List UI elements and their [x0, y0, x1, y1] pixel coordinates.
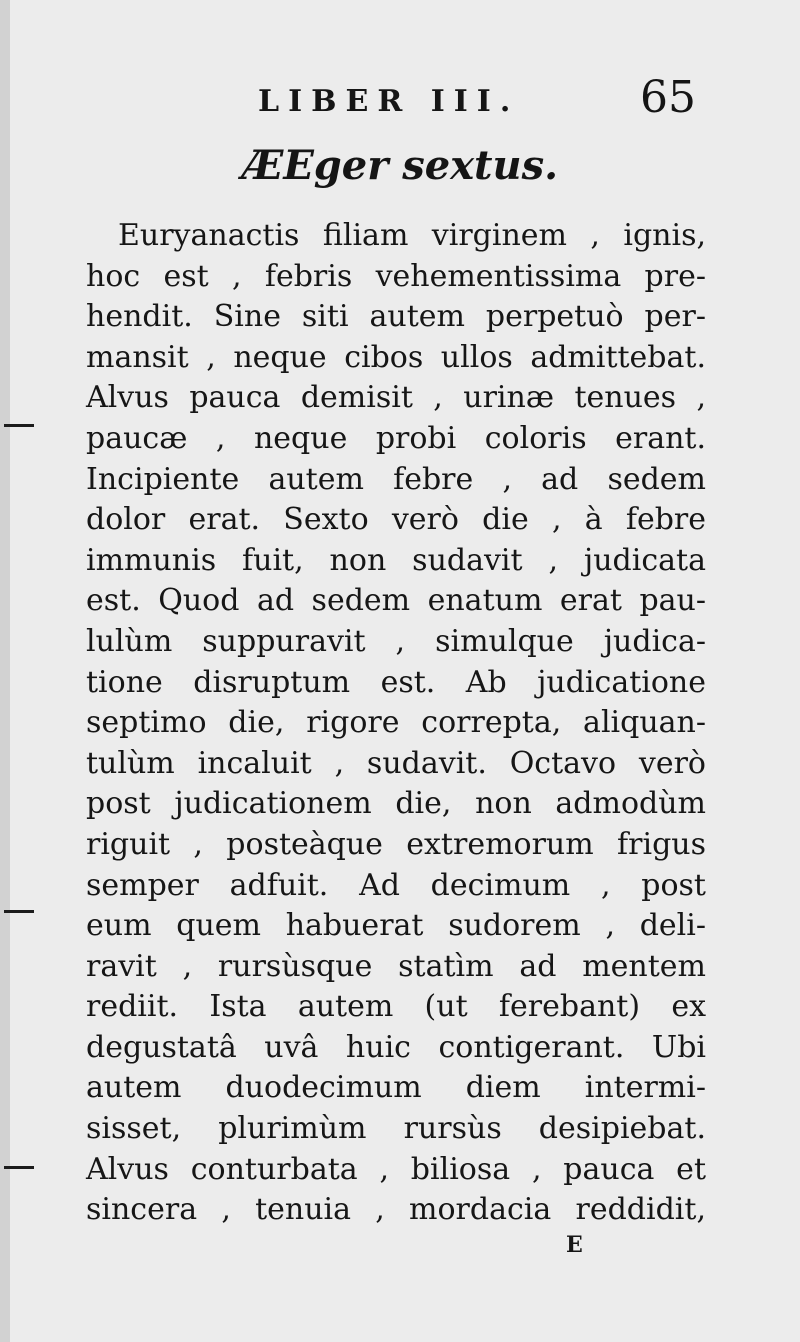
section-heading: ÆEger sextus. [241, 142, 559, 189]
text-line: Alvus conturbata , biliosa , pauca et [86, 1151, 706, 1187]
running-title: LIBER III. [258, 84, 520, 119]
text-line: eum quem habuerat sudorem , deli- [86, 908, 706, 944]
text-line: degustatâ uvâ huic contigerant. Ubi [86, 1029, 706, 1065]
text-line: dolor erat. Sexto verò die , à febre [86, 502, 706, 538]
text-line: septimo die, rigore correpta, aliquan- [86, 705, 706, 741]
text-line: mansit , neque cibos ullos admittebat. [86, 339, 706, 375]
text-line: sincera , tenuia , mordacia reddidit, [86, 1192, 706, 1228]
text-line: hoc est , febris vehementissima pre- [86, 258, 706, 294]
text-line: est. Quod ad sedem enatum erat pau- [86, 583, 706, 619]
margin-tick-mark [4, 424, 34, 427]
text-line: lulùm suppuravit , simulque judica- [86, 623, 706, 659]
text-line: riguit , posteàque extremorum frigus [86, 826, 706, 862]
text-line: ravit , rursùsque statìm ad mentem [86, 948, 706, 984]
text-line: immunis fuit, non sudavit , judicata [86, 542, 706, 578]
page-edge-shadow [0, 0, 10, 1342]
text-line: hendit. Sine siti autem perpetuò per- [86, 299, 706, 335]
text-line: sisset, plurimùm rursùs desipiebat. [86, 1111, 706, 1147]
body-text [86, 216, 706, 1231]
text-line: Incipiente autem febre , ad sedem [86, 461, 706, 497]
text-line: autem duodecimum diem intermi- [86, 1070, 706, 1106]
text-line: tione disruptum est. Ab judicatione [86, 664, 706, 700]
text-line: Euryanactis filiam virginem , ignis, [118, 218, 706, 253]
signature-mark: E [566, 1232, 583, 1258]
margin-tick-mark [4, 1166, 34, 1169]
text-line: post judicationem die, non admodùm [86, 786, 706, 822]
text-line: rediit. Ista autem (ut ferebant) ex [86, 989, 706, 1025]
page-number: 65 [640, 72, 696, 123]
text-line: Alvus pauca demisit , urinæ tenues , [86, 380, 706, 416]
text-line: semper adfuit. Ad decimum , post [86, 867, 706, 903]
running-head [0, 72, 800, 132]
text-line: tulùm incaluit , sudavit. Octavo verò [86, 745, 706, 781]
margin-tick-mark [4, 910, 34, 913]
text-line: paucæ , neque probi coloris erant. [86, 420, 706, 456]
